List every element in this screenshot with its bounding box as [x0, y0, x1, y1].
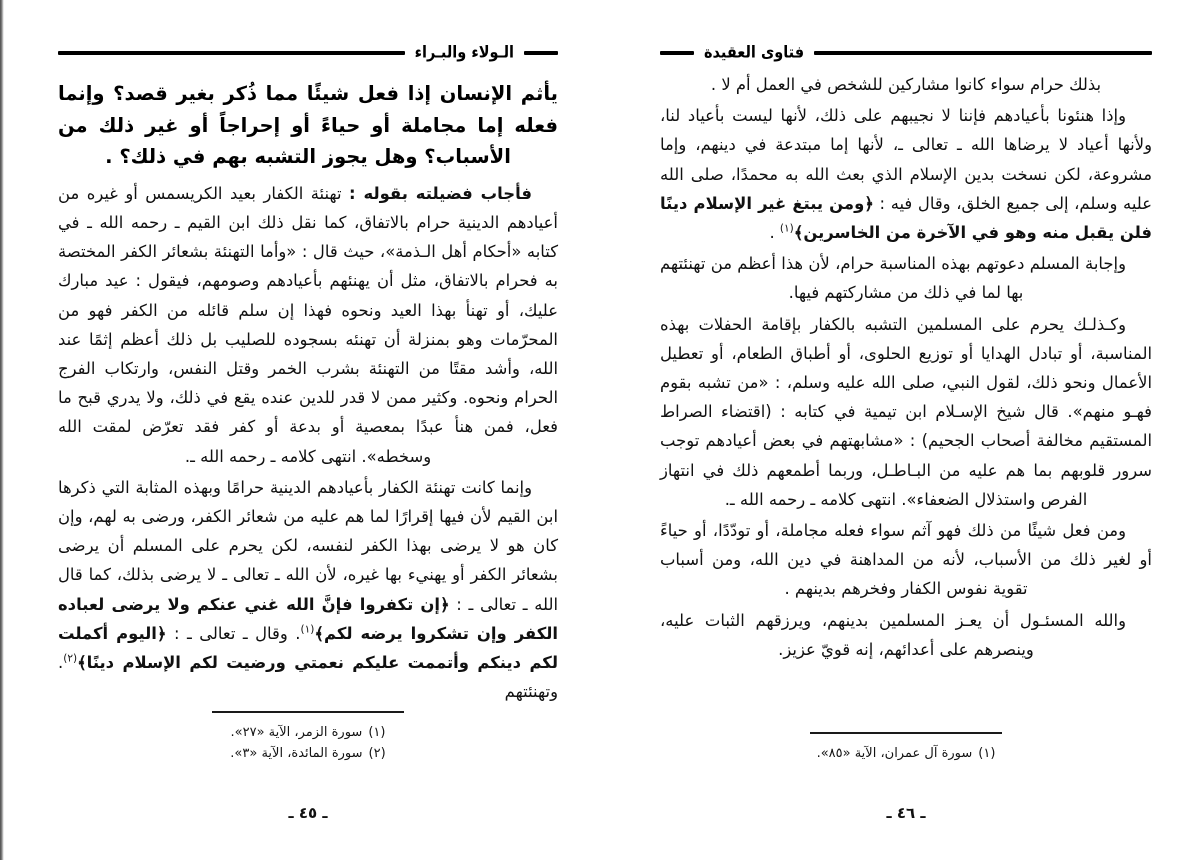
footnote-separator [810, 732, 1002, 734]
question-heading: يأثم الإنسان إذا فعل شيئًا مما ذُكر بغير قصد؟ وإنما فعله إما مجاملة أو حياءً أو إحراجاً أو غير ذلك من الأسباب؟ وهل يجوز التشبه بهم في ذلك؟ . [58, 82, 558, 169]
footnote-item [58, 722, 558, 743]
closing-supplication-paragraph: والله المسئـول أن يعـز المسلمين بدينهم، ويرزقهم الثبات عليه، وينصرهم على أعدائهم، إنه قويّ عزيز. [660, 610, 1126, 659]
explanation-paragraph [58, 473, 558, 707]
running-header-title: فتاوى العقيدة [704, 44, 805, 62]
footnote-ref-2: (٢) [63, 652, 78, 665]
footnote-ref-1: (١) [300, 623, 315, 636]
footnote-text: سورة الزمر، الآية «٢٧». [230, 724, 363, 740]
footnote-marker: (١) [978, 745, 996, 761]
header-rule-long-icon [814, 51, 1152, 55]
footnote-ref-1: (١) [779, 222, 794, 235]
footnote-list [660, 743, 1152, 764]
footnote-marker: (٢) [368, 745, 386, 761]
running-header-left [58, 36, 558, 70]
answer-lead-in: فأجاب فضيلته بقوله : [349, 183, 532, 203]
invitation-ruling-paragraph: وإجابة المسلم دعوتهم بهذه المناسبة حرام، لأن هذا أعظم من تهنئتهم بها لما في ذلك من مشاركتهم فيها. [660, 254, 1126, 303]
footnote-area-left [58, 711, 558, 764]
header-rule-short-icon [660, 51, 694, 55]
page-number-right: ـ ٤٦ ـ [886, 804, 926, 822]
scan-edge-shadow [0, 0, 4, 860]
greeting-response-paragraph [660, 101, 1152, 247]
answer-body: تهنئة الكفار بعيد الكريسمس أو غيره من أعيادهم الدينية حرام بالاتفاق، كما نقل ذلك ابن القيم ـ رحمه الله ـ في كتابه «أحكام أهل الـذمة»، حيث قال : «وأما التهنئة بشعائر الكفر المختصة به فحرام بالاتفاق، مثل أن يهنئهم بأعيادهم وصومهم، فيقول : عيد مبارك عليك، أو تهنأ بهذا العيد ونحوه فهذا إن سلم قائله من الكفر فهو من المحرّمات وهو بمنزلة أن تهنئه بسجوده للصليب بل ذلك أعظم إثمًا عند الله، وأشد مقتًا من التهنئة بشرب الخمر وقتل النفس، وارتكاب الفرج الحرام ونحوه. وكثير ممن لا قدر للدين عنده يقع في ذلك، ولا يدري قبح ما فعل، فمن هنأ عبدًا بمعصية أو بدعة أو كفر فقد تعرّض لمقت الله وسخطه». انتهى كلامه ـ رحمه الله ـ. [58, 183, 558, 466]
continuation-paragraph [660, 70, 1152, 99]
answer-paragraph [58, 179, 558, 471]
running-header-right [660, 36, 1152, 70]
paragraph-tail: . وتهنئتهم [58, 652, 558, 702]
quran-verse-2: ﴿اليوم أكملت لكم دينكم وأتممت عليكم نعمتي ورضيت لكم الإسلام دينًا﴾ [58, 623, 558, 672]
header-rule-long-icon [58, 51, 405, 55]
continuation-body: بذلك حرام سواء كانوا مشاركين للشخص في العمل أم لا . [710, 75, 1102, 94]
footnote-text: سورة المائدة، الآية «٣». [230, 745, 363, 761]
running-header-title: الـولاء والبـراء [414, 44, 514, 62]
footnote-text: سورة آل عمران، الآية «٨٥». [816, 745, 973, 761]
verse-connector: . وقال ـ تعالى ـ : [166, 623, 301, 643]
footnote-separator [212, 711, 404, 713]
footnote-area-right [660, 732, 1152, 764]
header-rule-short-icon [524, 51, 558, 55]
quran-verse-1: ﴿ومن يبتغ غير الإسلام دينًا فلن يقبل منه وهو في الآخرة من الخاسرين﴾ [660, 193, 1152, 243]
verse-tail: . [769, 223, 780, 243]
imitation-ruling-paragraph: وكـذلـك يحرم على المسلمين التشبه بالكفار بإقامة الحفلات بهذه المناسبة، أو تبادل الهدايا أو توزيع الحلوى، أو أطباق الطعام، أو تعطيل الأعمال ونحو ذلك، لقول النبي، صلى الله عليه وسلم، : «من تشبه بقوم فهـو منهم». قال شيخ الإسـلام ابن تيمية في كتابه : (اقتضاء الصراط المستقيم مخالفة أصحاب الجحيم) : «مشابهتهم في بعض أعيادهم توجب سرور قلوبهم بما هم عليه من البـاطـل، وربما أطمعهم ذلك في انتهاز الفرص واستذلال الضعفاء». انتهى كلامه ـ رحمه الله ـ. [660, 314, 1152, 509]
page-right [660, 0, 1152, 860]
page-number-left: ـ ٤٥ ـ [288, 804, 328, 822]
footnote-item [660, 743, 1152, 764]
page-left [58, 0, 558, 860]
explanation-body: وإنما كانت تهنئة الكفار بأعيادهم الدينية حرامًا وبهذه المثابة التي ذكرها ابن القيم لأن فيها إقرارًا لما هم عليه من شعائر الكفر، ورضى به لهم، وإن كان هو لا يرضى بهذا الكفر لنفسه، لكن يحرم على المسلم أن يرضى بشعائر الكفر أو يهنيء بها غيره، لأن الله ـ تعالى ـ لا يرضى بذلك، كما قال الله ـ تعالى ـ : [58, 477, 558, 614]
greeting-response-body: وإذا هنئونا بأعيادهم فإننا لا نجيبهم على ذلك، لأنها ليست بأعياد لنا، ولأنها أعياد لا يرضاها الله ـ تعالى ـ، لأنها إما مبتدعة في دينهم، وإما مشروعة، لكن نسخت بدين الإسلام الذي بعث الله به محمدًا، صلى الله عليه وسلم، إلى جميع الخلق، وقال فيه : [660, 106, 1152, 213]
footnote-marker: (١) [368, 724, 386, 740]
sin-ruling-paragraph: ومن فعل شيئًا من ذلك فهو آثم سواء فعله مجاملة، أو تودّدًا، أو حياءً أو لغير ذلك من الأسباب، لأنه من المداهنة في دين الله، ومن أسباب تقوية نفوس الكفار وفخرهم بدينهم . [660, 521, 1152, 599]
quran-verse-1: ﴿إن تكفروا فإنَّ الله غني عنكم ولا يرضى لعباده الكفر وإن تشكروا يرضه لكم﴾ [58, 594, 558, 643]
footnote-list [58, 722, 558, 764]
footnote-item [58, 743, 558, 764]
